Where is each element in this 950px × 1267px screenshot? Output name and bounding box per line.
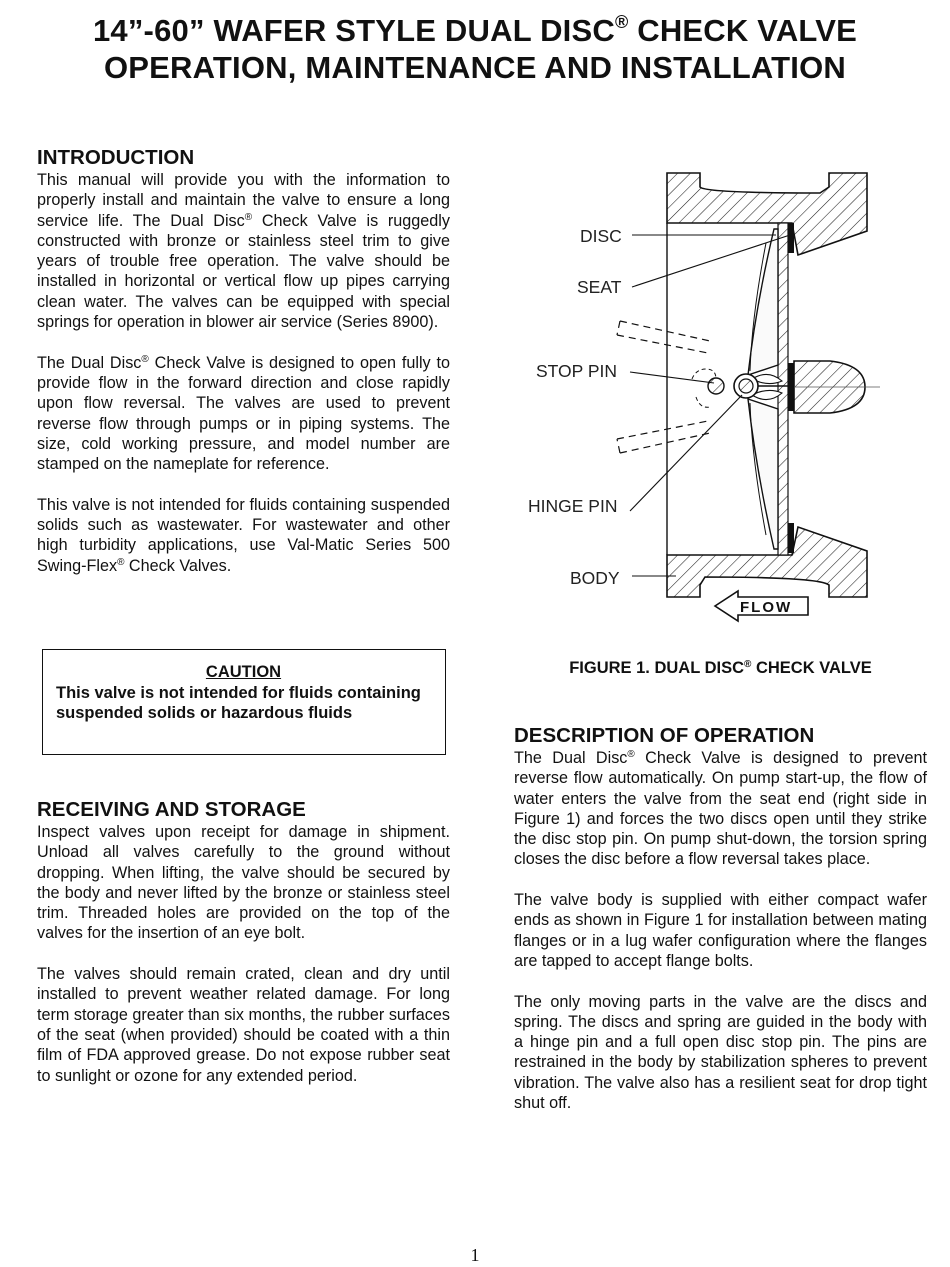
introduction-paragraph-1: This manual will provide you with the information to properly install and maintain the valve to ensure a long service life. The Dual Disc® Check Valve is ruggedly constructed with bronze or stainless steel trim to give years of trouble free operation. The valve should be installed in horizontal or vertical flow up pipes carrying clean water. The valves can be equipped with special springs for operation in blower air service (Series 8900). (37, 171, 450, 332)
caution-box (42, 649, 446, 755)
valve-diagram (520, 165, 930, 635)
receiving-section (37, 798, 450, 1086)
flow-label: FLOW (740, 599, 793, 616)
introduction-section (37, 146, 450, 576)
seat-ring-top (788, 223, 794, 253)
page-number: 1 (470, 1245, 480, 1265)
seat-ring-bottom (788, 523, 794, 553)
introduction-heading: INTRODUCTION (37, 146, 195, 169)
label-hinge-pin: HINGE PIN (528, 496, 618, 516)
title-line-2: OPERATION, MAINTENANCE AND INSTALLATION (103, 50, 846, 85)
description-paragraph-2: The valve body is supplied with either compact wafer ends as shown in Figure 1 for installation between mating flanges or in a lug wafer configuration where the flanges are tapped to accept flange bolts. (514, 891, 927, 970)
introduction-paragraph-2: The Dual Disc® Check Valve is designed to open fully to provide flow in the forward direction and close rapidly upon flow reversal. The valves are used to prevent reverse flow through pumps or in piping systems. The size, cold working pressure, and model number are stamped on the nameplate for reference. (37, 353, 450, 474)
caution-text: This valve is not intended for fluids containing suspended solids or hazardous fluids (56, 683, 421, 722)
label-stop-pin: STOP PIN (536, 361, 618, 381)
disc-open-outline (617, 321, 710, 453)
disc-upper (748, 229, 778, 375)
valve-body-bottom (667, 527, 867, 597)
description-section (514, 724, 927, 1113)
receiving-paragraph-1: Inspect valves upon receipt for damage in shipment. Unload all valves carefully to the ground without dropping. When lifting, the valve should be secured by the body and never lifted by the bronze or stainless steel trim. Threaded holes are provided on the top of the valves for the insertion of an eye bolt. (37, 823, 450, 943)
document-title (0, 12, 950, 86)
registered-mark: ® (614, 12, 629, 32)
figure-caption: FIGURE 1. DUAL DISC® CHECK VALVE (569, 659, 872, 677)
caution-title: CAUTION (205, 663, 282, 681)
description-heading: DESCRIPTION OF OPERATION (514, 724, 815, 747)
stop-pin (708, 378, 724, 394)
description-paragraph-3: The only moving parts in the valve are the discs and spring. The discs and spring are guided in the body with a hinge pin and a full open disc stop pin. The pins are restrained in the body by stabilization spheres to prevent vibration. The valve also has a resilient seat for drop tight shut off. (514, 992, 927, 1113)
introduction-paragraph-3: This valve is not intended for fluids containing suspended solids such as wastewater. For wastewater and other high turbidity applications, use Val-Matic Series 500 Swing-Flex® Check Valves. (37, 495, 450, 575)
description-paragraph-1: The Dual Disc® Check Valve is designed to prevent reverse flow automatically. On pump start-up, the flow of water enters the valve from the seat end (right side in Figure 1) and forces the two discs open until they strike the disc stop pin. On pump shut-down, the torsion spring closes the disc before a flow reversal takes place. (514, 749, 928, 869)
disc-lower (748, 399, 778, 549)
label-seat: SEAT (577, 277, 622, 297)
receiving-paragraph-2: The valves should remain crated, clean and dry until installed to prevent weather related damage. For long term storage greater than six months, the rubber surfaces of the seat (when provided) should be coated with a thin film of FDA approved grease. Do not expose rubber seat to sunlight or ozone for any extended period. (37, 965, 450, 1085)
label-body: BODY (570, 568, 620, 588)
title-line-1: 14”-60” WAFER STYLE DUAL DISC® CHECK VALVE (92, 12, 858, 48)
receiving-heading: RECEIVING AND STORAGE (37, 798, 306, 821)
label-disc: DISC (580, 226, 622, 246)
